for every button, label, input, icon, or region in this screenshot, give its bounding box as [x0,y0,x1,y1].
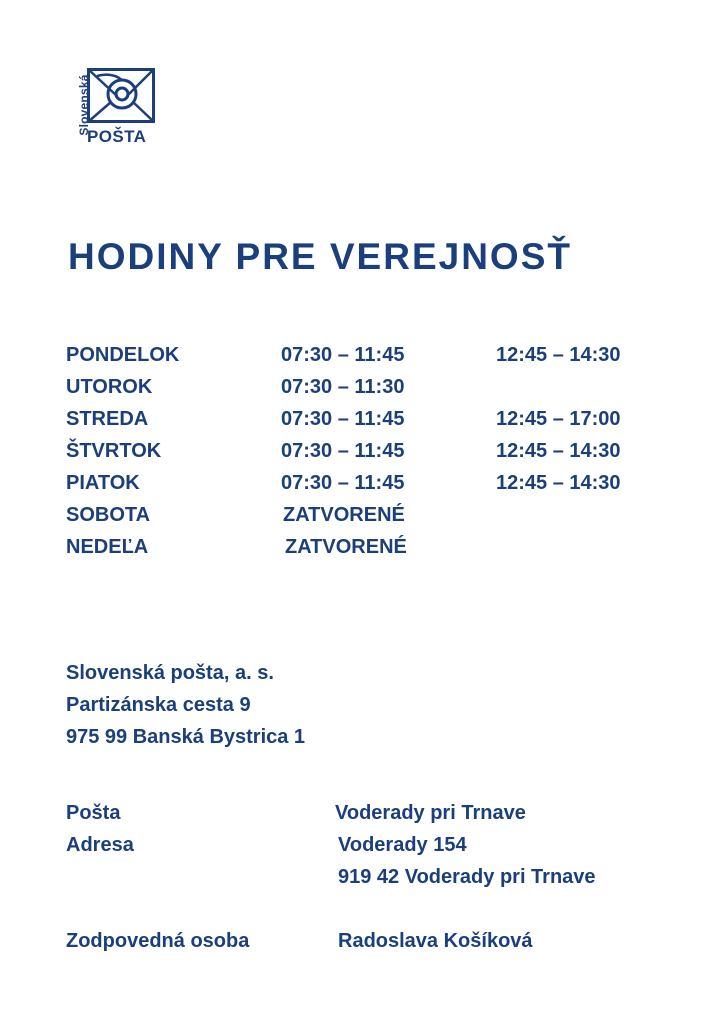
morning-hours: 07:30 – 11:30 [281,376,405,398]
day-label: STREDA [66,408,149,430]
hours-row [66,472,666,504]
company-name: Slovenská pošta, a. s. [66,662,274,684]
day-label: PONDELOK [66,344,180,366]
hours-row [66,376,666,408]
closed-label: ZATVORENÉ [283,504,405,526]
address-label: Adresa [66,834,134,856]
logo-side-text: Slovenská [77,74,91,136]
company-address [66,662,305,758]
day-label: SOBOTA [66,504,151,526]
posta-label: Pošta [66,802,121,824]
address-line-1: Voderady 154 [338,834,467,856]
afternoon-hours: 12:45 – 14:30 [496,472,621,494]
morning-hours: 07:30 – 11:45 [281,408,405,430]
address-line-2: 919 42 Voderady pri Trnave [338,866,596,888]
hours-row [66,504,666,536]
day-label: UTOROK [66,376,153,398]
logo-wordmark: POŠTA [87,127,147,146]
day-label: PIATOK [66,472,140,494]
responsible-person-value: Radoslava Košíková [338,930,533,952]
company-city: 975 99 Banská Bystrica 1 [66,726,306,748]
afternoon-hours: 12:45 – 14:30 [496,440,621,462]
envelope-posthorn-icon [87,68,155,123]
morning-hours: 07:30 – 11:45 [281,344,405,366]
page-title: HODINY PRE VEREJNOSŤ [68,236,572,277]
hours-row [66,408,666,440]
hours-row [66,536,666,568]
morning-hours: 07:30 – 11:45 [281,472,405,494]
morning-hours: 07:30 – 11:45 [281,440,405,462]
responsible-person-label: Zodpovedná osoba [66,930,250,952]
posta-value: Voderady pri Trnave [335,802,526,824]
day-label: NEDEĽA [66,536,149,558]
afternoon-hours: 12:45 – 14:30 [496,344,621,366]
closed-label: ZATVORENÉ [285,536,407,558]
day-label: ŠTVRTOK [66,440,162,462]
afternoon-hours: 12:45 – 17:00 [496,408,621,430]
opening-hours-table [66,344,666,568]
hours-row [66,440,666,472]
slovenska-posta-logo [66,68,158,148]
company-street: Partizánska cesta 9 [66,694,251,716]
hours-row [66,344,666,376]
